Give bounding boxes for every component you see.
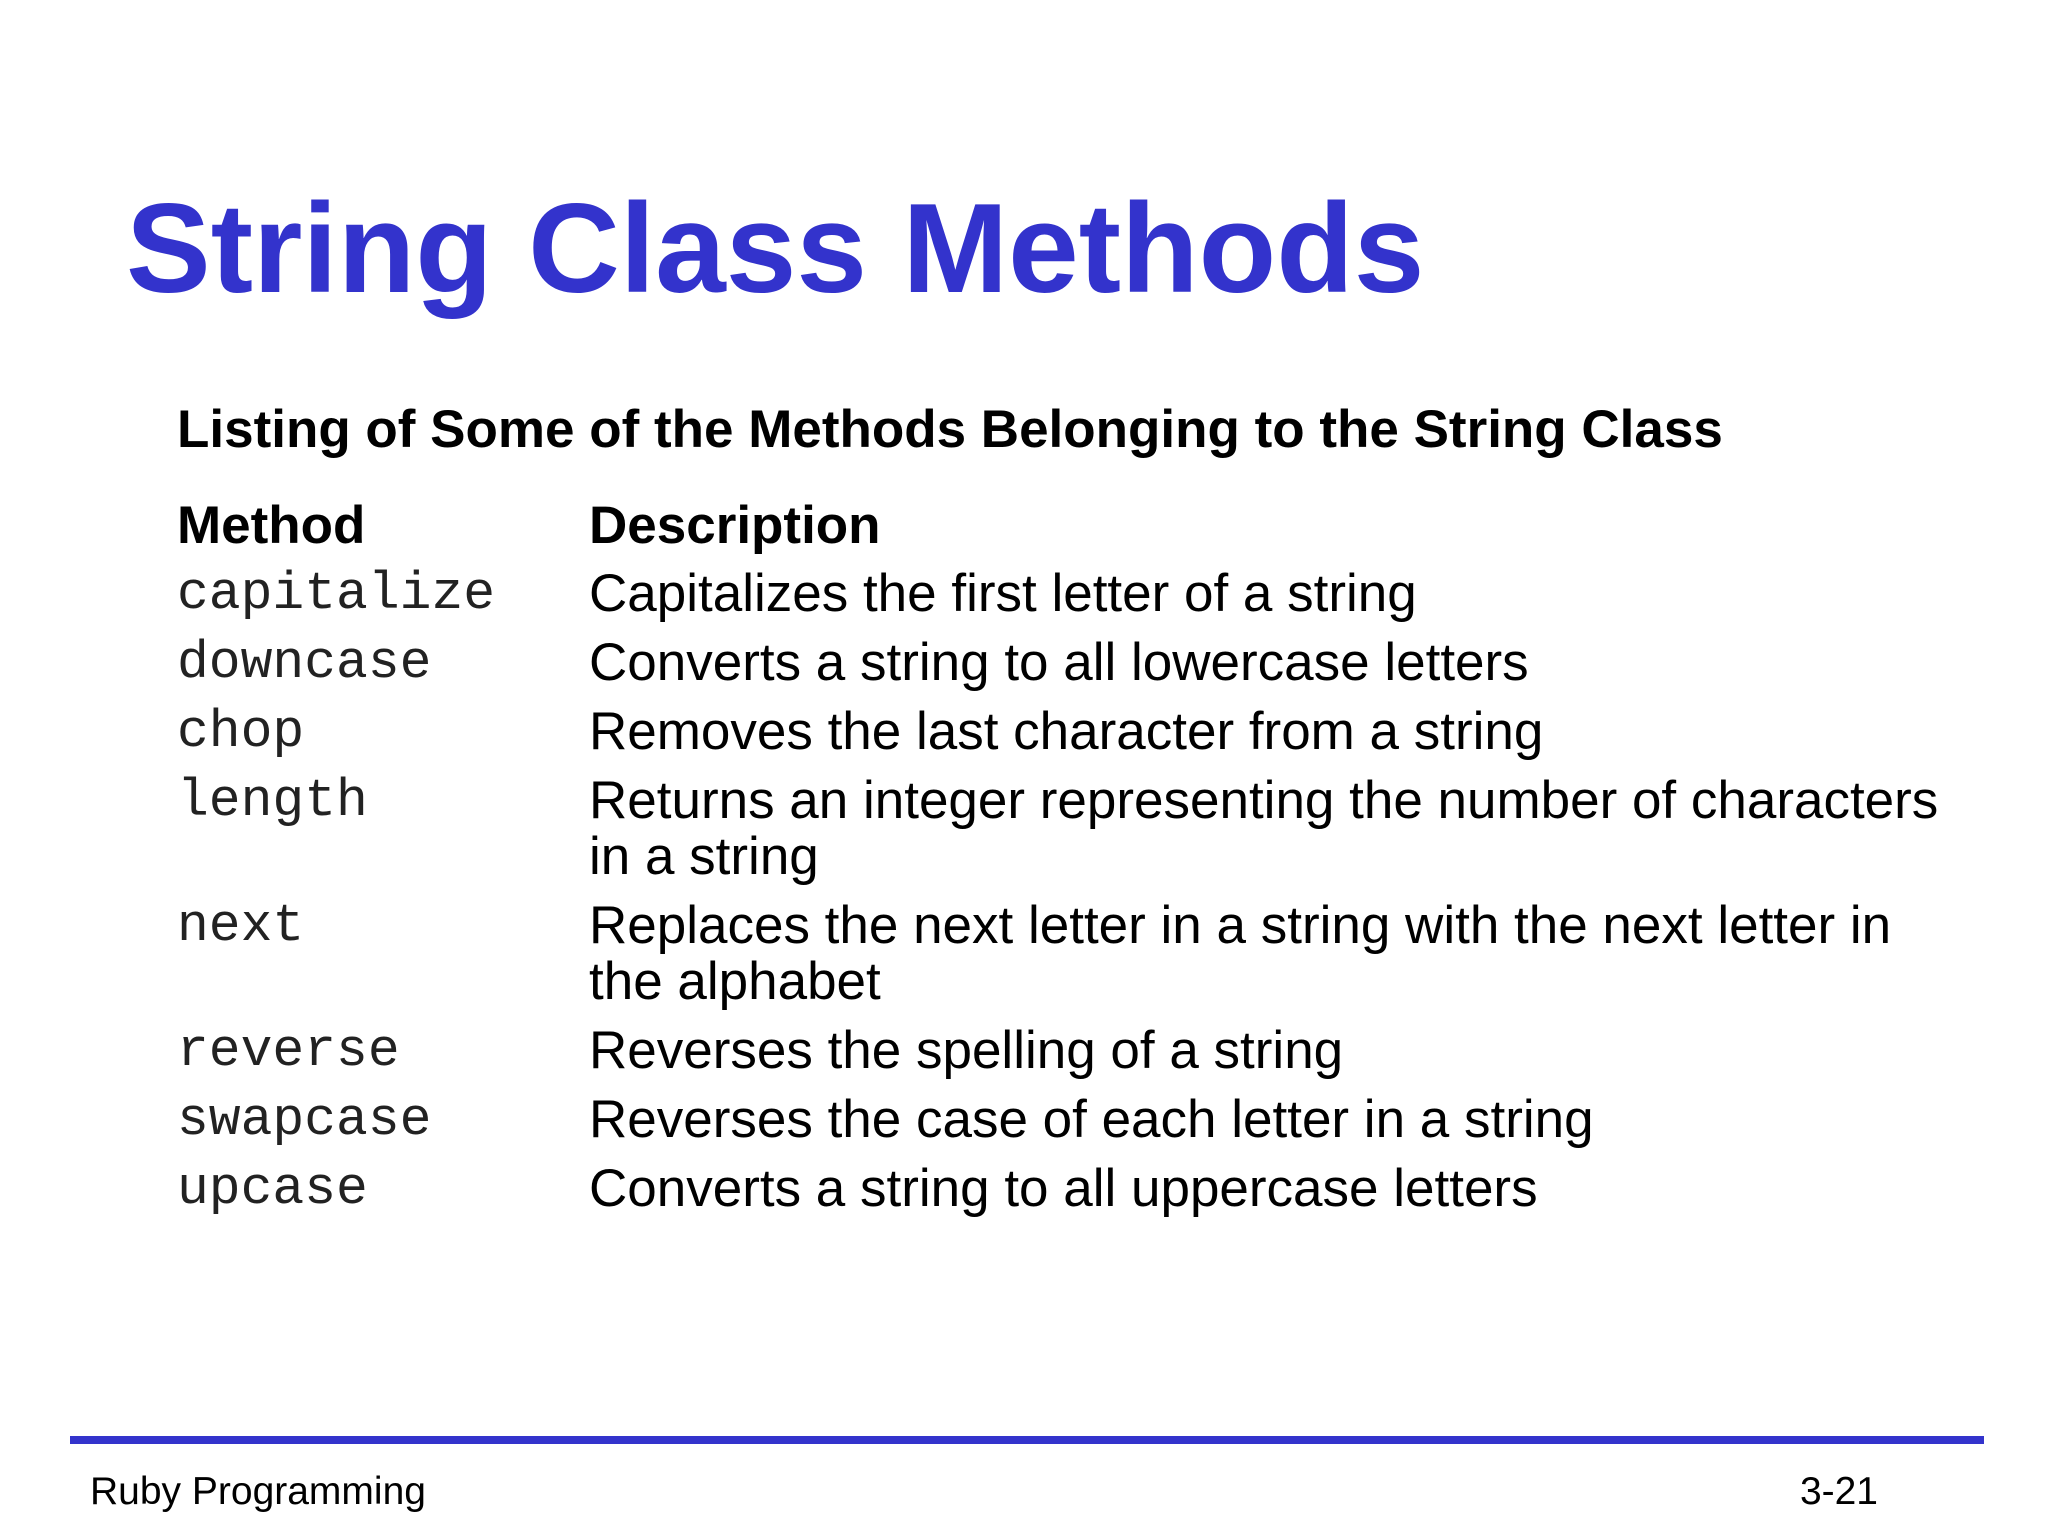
method-description: Returns an integer representing the number of characters in a string (589, 771, 1939, 886)
method-name: chop (177, 702, 305, 762)
header-description: Description (589, 496, 881, 555)
method-description: Converts a string to all lowercase letters (589, 633, 1529, 692)
method-description: Replaces the next letter in a string with the next letter in the alphabet (589, 896, 1892, 1011)
table-row (177, 560, 1977, 629)
method-name: next (177, 896, 305, 956)
method-name: capitalize (177, 564, 496, 624)
table-row (177, 629, 1977, 698)
table-row (177, 698, 1977, 767)
method-name: downcase (177, 633, 432, 693)
method-description: Converts a string to all uppercase letters (589, 1159, 1538, 1218)
header-method: Method (177, 496, 366, 555)
method-name: swapcase (177, 1090, 432, 1150)
table-caption: Listing of Some of the Methods Belonging to the String Class (177, 400, 1723, 459)
method-name: reverse (177, 1021, 400, 1081)
table-row (177, 767, 1977, 892)
footer-divider (70, 1436, 1984, 1444)
table-row (177, 1086, 1977, 1155)
method-description: Removes the last character from a string (589, 702, 1544, 761)
table-row (177, 1017, 1977, 1086)
table-row (177, 1155, 1977, 1224)
methods-table (177, 494, 1977, 1224)
table-header-row (177, 494, 1977, 560)
method-description: Capitalizes the first letter of a string (589, 564, 1417, 623)
method-description: Reverses the case of each letter in a string (589, 1090, 1594, 1149)
footer-page-number: 3-21 (1799, 1470, 1878, 1513)
slide-title: String Class Methods (126, 177, 1425, 319)
footer-course-title: Ruby Programming (90, 1470, 426, 1513)
table-row (177, 892, 1977, 1017)
method-name: upcase (177, 1159, 368, 1219)
method-name: length (177, 771, 368, 831)
method-description: Reverses the spelling of a string (589, 1021, 1344, 1080)
